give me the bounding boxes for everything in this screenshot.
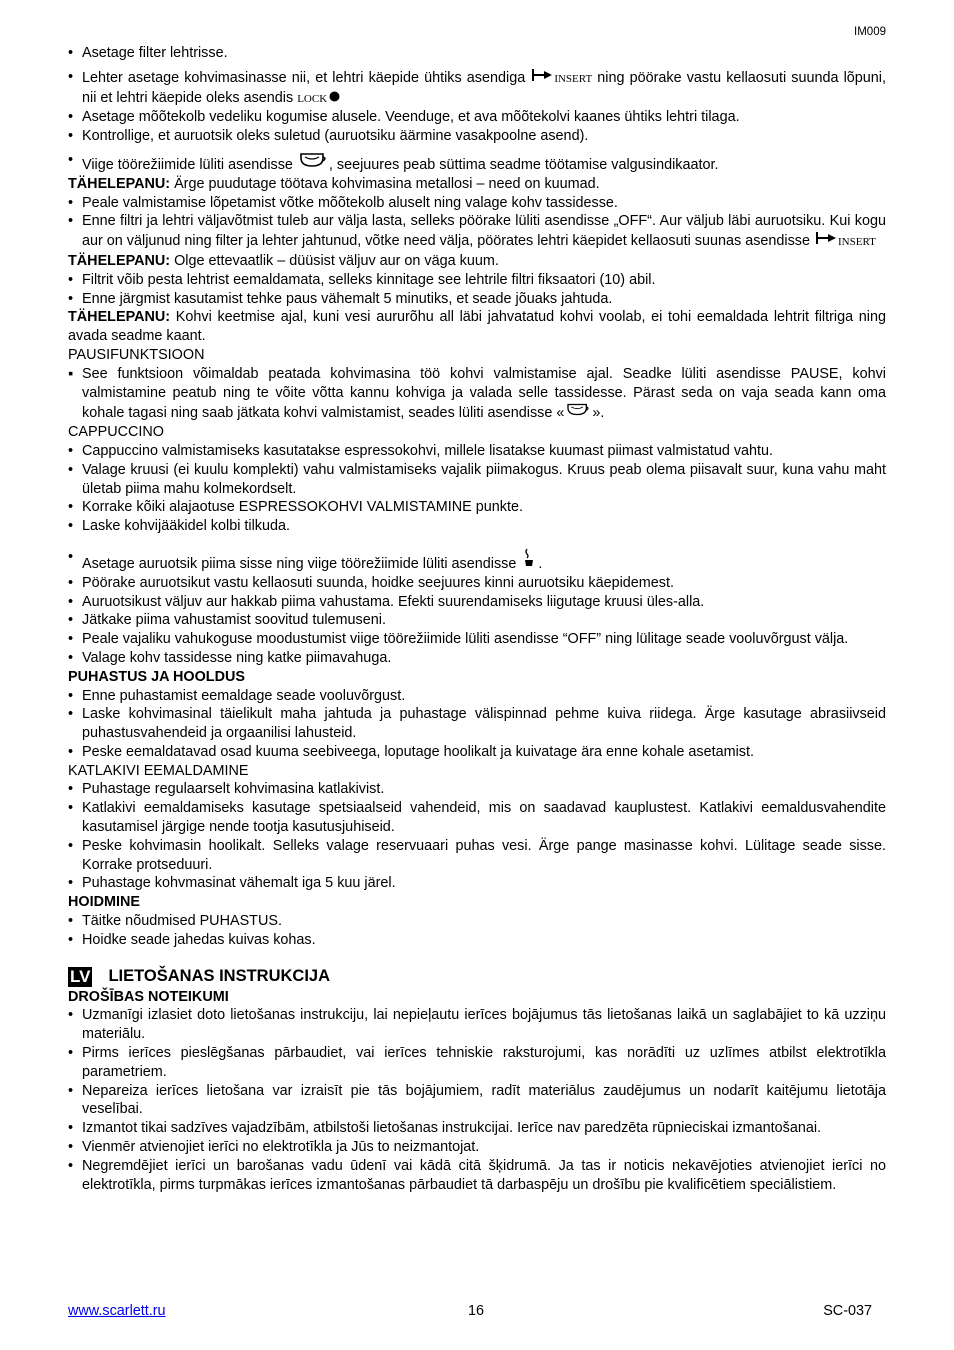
section-heading: HOIDMINE — [68, 894, 140, 911]
steam-icon — [522, 548, 536, 574]
insert-arrow-icon — [816, 231, 836, 251]
list-item: • Enne järgmist kasutamist tehke paus vähemalt 5 minutiks, et seade jõuaks jahtuda. — [68, 290, 886, 309]
list-item: • Asetage filter lehtrisse. — [68, 44, 886, 63]
list-item: • Negremdējiet ierīci un barošanas vadu ūdenī vai kādā citā šķidrumā. Ja tas ir noticis nekavējoties atvienojiet ierīci no elektrotīkla, pirms turpmākas ierīces izmantošanas pārbaudiet tā darbaspēju un drošību pie kvalificētiem speciālistiem. — [68, 1157, 886, 1195]
list-item: • Cappuccino valmistamiseks kasutatakse espressokohvi, millele lisatakse kuumast piimast valmistatud vahtu. — [68, 442, 886, 461]
list-item: • Laske kohvimasinal täielikult maha jahtuda ja puhastage välispinnad pehme kuiva riidega. Ärge kasutage abrasiivseid puhastusvahendeid ja orgaanilisi lahusteid. — [68, 705, 886, 743]
list-item: • Laske kohvijääkidel kolbi tilkuda. — [68, 517, 886, 536]
page-number: 16 — [468, 1303, 485, 1319]
list-item: • Peale vajaliku vahukoguse moodustumist viige töörežiimide lüliti asendisse “OFF” ning lülitage seade vooluvõrgust välja. — [68, 630, 886, 649]
list-item: • Enne puhastamist eemaldage seade vooluvõrgust. — [68, 687, 886, 706]
model-code: IM009 — [854, 26, 886, 38]
list-item: • Valage kruusi (ei kuulu komplekti) vahu valmistamiseks vajalik piimakogus. Kruus peab olema piisavalt suur, kuna vahu maht ületab piima mahu kolmekordselt. — [68, 461, 886, 499]
list-item: • Izmantot tikai sadzīves vajadzībām, atbilstoši lietošanas instrukcijai. Ierīce nav paredzēta rūpnieciskai izmantošanai. — [68, 1119, 886, 1138]
list-item: • Korrake kõiki alajaotuse ESPRESSOKOHVI VALMISTAMINE punkte. — [68, 498, 886, 517]
section-heading: KATLAKIVI EEMALDAMINE — [68, 762, 249, 779]
list-item: • Puhastage kohvmasinat vähemalt iga 5 kuu järel. — [68, 874, 886, 893]
website-link[interactable]: www.scarlett.ru — [68, 1303, 166, 1319]
list-item: • Auruotsikust väljuv aur hakkab piima vahustama. Efekti suurendamiseks liigutage kruusi üles-alla. — [68, 593, 886, 612]
list-item: • Uzmanīgi izlasiet doto lietošanas instrukciju, lai nepieļautu ierīces bojājumus tās lietošanas laikā un saglabājiet to kā uzziņu materiālu. — [68, 1006, 886, 1044]
list-item: • Filtrit võib pesta lehtrist eemaldamata, selleks kinnitage see lehtrile filtri fiksaatori (10) abil. — [68, 271, 886, 290]
document-body — [68, 44, 886, 1194]
list-item: • Katlakivi eemaldamiseks kasutage spetsiaalseid vahendeid, mis on saadavad kauplustest. Katlakivi eemaldusvahendite kasutamisel järgige nende tootja kasutusjuhiseid. — [68, 799, 886, 837]
footer-model: SC-037 — [823, 1303, 872, 1319]
lock-dot-icon — [329, 89, 340, 108]
warning-paragraph: TÄHELEPANU: Kohvi keetmise ajal, kuni vesi aururõhu all läbi jahvatatud kohvi voolab, ei tohi eemaldada lehtrit filtriga ning avada seadme kaant. — [68, 309, 887, 345]
list-item: • Vienmēr atvienojiet ierīci no elektrotīkla ja Jūs to neizmantojat. — [68, 1138, 886, 1157]
language-badge: LV — [70, 966, 91, 986]
list-item: • Lehter asetage kohvimasinasse nii, et lehtri käepide ühtiks asendiga INSERT ning pöörake vastu kellaosuti suunda lõpuni, nii et lehtri käepide oleks asendis LOCK — [68, 68, 886, 109]
list-item: • Kontrollige, et auruotsik oleks suletud (auruotsiku äärmine vasakpoolne asend). — [68, 127, 886, 146]
list-item: • Täitke nõudmised PUHASTUS. — [68, 912, 886, 931]
list-item: • Nepareiza ierīces lietošana var izraisīt pie tās bojājumiem, radīt materiālus zaudējumus un nodarīt kaitējumu lietotāja veselībai. — [68, 1082, 886, 1120]
list-item: • Peale valmistamise lõpetamist võtke mõõtekolb aluselt ning valage kohv tassidesse. — [68, 194, 886, 213]
section-heading: PAUSIFUNKTSIOON — [68, 346, 205, 363]
list-item: • Peske kohvimasin hoolikalt. Selleks valage reservuaari puhas vesi. Ärge pange masinasse kohvi. Lülitage seade sisse. Korrake protseduuri. — [68, 837, 886, 875]
list-item: • Hoidke seade jahedas kuivas kohas. — [68, 931, 886, 950]
list-item: • Asetage mõõtekolb vedeliku kogumise alusele. Veenduge, et ava mõõtekolvi kaanes ühtiks lehtri tilaga. — [68, 108, 886, 127]
page-footer — [68, 1303, 886, 1323]
coffee-cup-icon — [566, 402, 590, 423]
insert-arrow-icon — [532, 68, 552, 88]
section-heading: PUHASTUS JA HOOLDUS — [68, 668, 245, 685]
list-item: • Peske eemaldatavad osad kuuma seebiveega, loputage hoolikalt ja kuivatage ära enne kohale asetamist. — [68, 743, 886, 762]
list-item: • Pirms ierīces pieslēgšanas pārbaudiet, vai ierīces tehniskie raksturojumi, kas norādīti uz uzlīmes atbilst elektrotīkla parametriem. — [68, 1044, 886, 1082]
language-section-title: LV LIETOŠANAS INSTRUKCIJA — [70, 966, 331, 986]
warning-paragraph: TÄHELEPANU: Olge ettevaatlik – düüsist väljuv aur on väga kuum. — [68, 252, 499, 269]
list-item: ▪ See funktsioon võimaldab peatada kohvimasina töö kohvi valmistamise ajal. Seadke lüliti asendisse PAUSE, kohvi valmistamine peatub ning te võite võtta kannu kohviga ja valada selle tassidesse. Pärast seda on vaja seada kann oma kohale tagasi ning saab jätkata kohvi valmistamist, seades lüliti asendisse « ». — [68, 365, 886, 423]
section-heading: CAPPUCCINO — [68, 424, 164, 441]
coffee-cup-icon — [299, 151, 327, 175]
list-item: • Enne filtri ja lehtri väljavõtmist tuleb aur välja lasta, selleks pöörake lüliti asendisse „OFF“. Aur väljub läbi auruotsiku. Kui kogu aur on väljunud ning filter ja lehter jahtunud, võtke need välja, pöörates lehtri käepidet kellaosuti suunas asendisse INSERT — [68, 212, 886, 252]
list-item: • Asetage auruotsik piima sisse ning viige töörežiimide lüliti asendisse . — [68, 548, 886, 574]
list-item: • Pöörake auruotsikut vastu kellaosuti suunda, hoidke seejuures kinni auruotsiku käepidemest. — [68, 574, 886, 593]
list-item: • Puhastage regulaarselt kohvimasina katlakivist. — [68, 780, 886, 799]
list-item: • Viige töörežiimide lüliti asendisse , seejuures peab süttima seadme töötamise valgusindikaator. — [68, 151, 886, 175]
list-item: • Valage kohv tassidesse ning katke piimavahuga. — [68, 649, 886, 668]
section-heading: DROŠĪBAS NOTEIKUMI — [68, 988, 229, 1005]
warning-paragraph: TÄHELEPANU: Ärge puudutage töötava kohvimasina metallosi – need on kuumad. — [68, 175, 600, 192]
list-item: • Jätkake piima vahustamist soovitud tulemuseni. — [68, 611, 886, 630]
